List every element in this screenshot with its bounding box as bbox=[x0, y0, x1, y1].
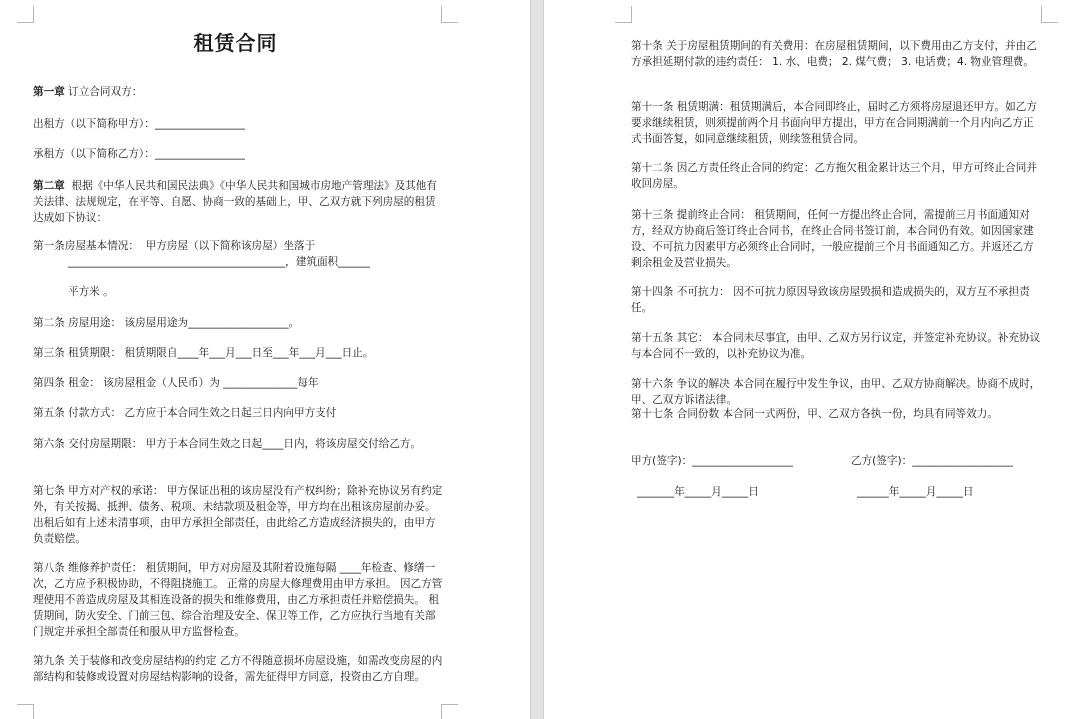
article-7: 第七条 甲方对产权的承诺： 甲方保证出租的该房屋没有产权纠纷；除补充协议另有约定外，有关按揭、抵押、债务、税项、未结款项及租金等，甲方均在出租该房屋前办妥。出租后如有上述未清事项，由甲方承担全部责任，由此给乙方造成经济损失的，由甲方负责赔偿。 bbox=[33, 485, 443, 545]
article-10: 第十条 关于房屋租赁期间的有关费用：在房屋租赁期间，以下费用由乙方支付，并由乙方承担延期付款的违约责任： 1. 水、电费； 2. 煤气费； 3. 电话费；4. 物业管理费。 bbox=[631, 40, 1037, 68]
page-edge bbox=[530, 0, 531, 719]
article-17: 第十七条 合同份数 本合同一式两份，甲、乙双方各执一份，均具有同等效力。 bbox=[631, 408, 998, 420]
chapter-heading: 第二章 bbox=[33, 180, 65, 192]
article-5: 第五条 付款方式： 乙方应于本合同生效之日起三日内向甲方支付 bbox=[33, 407, 337, 419]
chapter-one bbox=[33, 84, 445, 100]
party-a-date: _______年_____月_____日 bbox=[637, 486, 759, 498]
article-14: 第十四条 不可抗力： 因不可抗力原因导致该房屋毁损和造成损失的，双方互不承担责任。 bbox=[631, 286, 1030, 314]
party-a-signature: 甲方(签字)：___________________ bbox=[631, 455, 793, 467]
article-8: 第八条 维修养护责任： 租赁期间，甲方对房屋及其附着设施每隔 ____年检查、修缮一次，乙方应予积极协助，不得阻挠施工。 正常的房屋大修理费用由甲方承担。 因乙方管理使用不善造成房屋及其相连设备的损失和维修费用，由乙方承担责任并赔偿损失。 租赁期间，防火安全、门前三包、综合治理及安全、保卫等工作，乙方应执行当地有关部门规定并承担全部责任和服从甲方监督检查。 bbox=[33, 562, 443, 638]
document-page-left bbox=[0, 0, 530, 719]
page-corner-mark bbox=[1041, 6, 1058, 23]
chapter-text: 根据《中华人民共和国民法典》《中华人民共和国城市房地产管理法》及其他有关法律、法规规定，在平等、自愿、协商一致的基础上，甲、乙双方就下列房屋的租赁达成如下协议： bbox=[33, 180, 437, 224]
article-1-line-3: 平方米 。 bbox=[68, 286, 114, 298]
article-6: 第六条 交付房屋期限： 甲方于本合同生效之日起____日内，将该房屋交付给乙方。 bbox=[33, 438, 422, 450]
article-11: 第十一条 租赁期满：租赁期满后，本合同即终止，届时乙方须将房屋退还甲方。如乙方要求继续租赁，则须提前两个月书面向甲方提出，甲方在合同期满前一个月内向乙方正式书面答复，如同意继续租赁，则续签租赁合同。 bbox=[631, 101, 1037, 145]
document-title: 租赁合同 bbox=[193, 31, 278, 55]
page-gap bbox=[530, 0, 544, 719]
article-16: 第十六条 争议的解决 本合同在履行中发生争议，由甲、乙双方协商解决。协商不成时，甲、乙双方诉诸法律。 bbox=[631, 378, 1041, 406]
page-corner-mark bbox=[615, 6, 632, 23]
page-corner-mark bbox=[441, 704, 458, 719]
article-2: 第二条 房屋用途： 该房屋用途为___________________。 bbox=[33, 317, 300, 329]
chapter-text: 订立合同双方： bbox=[64, 86, 143, 98]
article-4: 第四条 租金： 该房屋租金（人民币）为 ______________每年 bbox=[33, 377, 319, 389]
article-1-line-1: 第一条房屋基本情况： 甲方房屋（以下简称该房屋）坐落于 bbox=[33, 240, 316, 252]
chapter-heading: 第一章 bbox=[33, 86, 65, 98]
article-1-line-2: _________________________________________，建筑面积______ bbox=[68, 256, 370, 268]
page-corner-mark bbox=[17, 704, 34, 719]
article-15: 第十五条 其它： 本合同未尽事宜，由甲、乙双方另行议定，并签定补充协议。补充协议与本合同不一致的，以补充协议为准。 bbox=[631, 332, 1041, 360]
lessor-line: 出租方（以下简称甲方）：_________________ bbox=[33, 118, 245, 130]
party-b-signature: 乙方(签字)：___________________ bbox=[851, 455, 1013, 467]
chapter-two bbox=[33, 178, 445, 226]
page-corner-mark bbox=[17, 6, 34, 23]
lessee-line: 承租方（以下简称乙方）：_________________ bbox=[33, 148, 245, 160]
page-corner-mark bbox=[441, 6, 458, 23]
article-3: 第三条 租赁期限： 租赁期限自____年___月___日至___年___月___日止。 bbox=[33, 347, 374, 359]
party-b-date: ______年_____月_____日 bbox=[857, 486, 974, 498]
article-12: 第十二条 因乙方责任终止合同的约定：乙方拖欠租金累计达三个月，甲方可终止合同并收回房屋。 bbox=[631, 162, 1037, 190]
article-9: 第九条 关于装修和改变房屋结构的约定 乙方不得随意损坏房屋设施，如需改变房屋的内部结构和装修或设置对房屋结构影响的设备，需先征得甲方同意，投资由乙方自理。 bbox=[33, 655, 443, 683]
article-13: 第十三条 提前终止合同： 租赁期间，任何一方提出终止合同，需提前三月书面通知对方，经双方协商后签订终止合同书，在终止合同书签订前，本合同仍有效。如因国家建设、不可抗力因素甲方必须终止合同时，一般应提前三个月书面通知乙方。并返还乙方剩余租金及营业损失。 bbox=[631, 209, 1034, 269]
